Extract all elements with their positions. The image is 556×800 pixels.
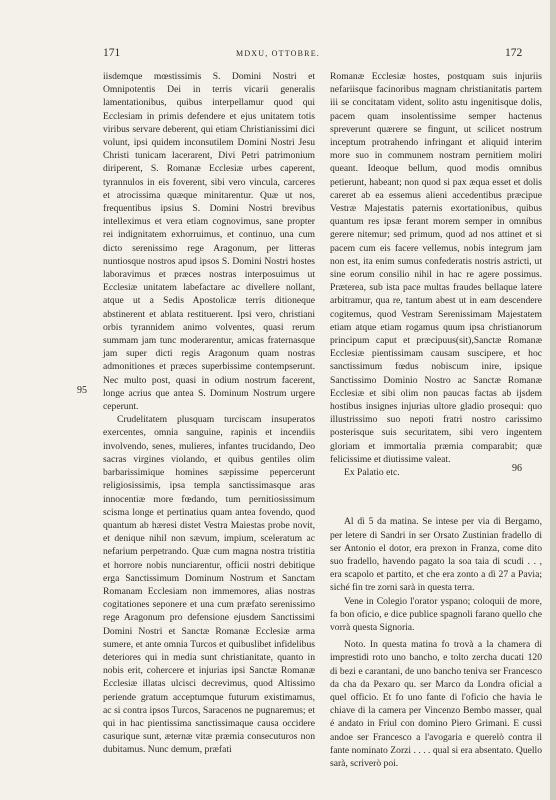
left-paragraph-2: Crudelitatem plusquam turciscam insuperatos exercentes, omnia sanguine, rapinis et incendiis involvendo, senes, mulieres, infantes trucidando, Deo sacras virgines violando, et quibus gentiles olim barbarissimique homines sæpissime pepercerunt religiosissimis, ipsa templa sanctissimasque aras innocentiæ more fœdando, tum pernitiosissimum scisma longe et pertinatius quam antea fovendo, quod quantum ab hæresi distet Vestra Maiestas probe novit, et denique nihil non sævum, impium, sceleratum ac nefarium perpetrando. Quæ cum magna nostra tristitia et horrore nobis nunciarentur, officii nostri debitique erga Sanctissimum Dominum Nostrum et Sanctam Romanam Ecclesiam non immemores, alias nostras cogitationes seponere et una cum præfato serenissimo rege Aragonum pro defensione ejusdem Sanctissimi Domini Nostri et Sanctæ Romanæ Ecclesiæ arma sumere, et ante omnia Turcos et quibuslibet infidelibus deteriores qui in media sunt christianitate, quanto in nobis erit, cohercere et injurias ipsi Sanctæ Romanæ Ecclesiæ illatas ulcisci decrevimus, quod Altissimo periende gratum acceptumque futurum existimamus, ac si contra ipsos Turcos, Saracenos ne pugnaremus; et qui in hac pientissima sanctissimaque causa occidere casurique sunt, æternæ vitæ præmia consecuturos non dubitamus. Nunc demum, præfati (103, 414, 315, 756)
closing-line: Ex Palatio etc. (344, 467, 400, 479)
left-column (103, 70, 315, 757)
right-margin-number: 96 (512, 463, 522, 474)
left-margin-number: 95 (77, 385, 87, 396)
running-title: MDXU, OTTOBRE. (236, 49, 320, 58)
right-paragraph-3: Vene in Colegio l'orator yspano; coloquii de more, fa bon oficio, e dice publice spagnoli farano quello che vorrà questa Signoria. (330, 595, 542, 633)
right-paragraph-2: Al dì 5 da matina. Se intese per via di Bergamo, per letere di Sandri in ser Orsato Zustinian fradello di ser Antonio el dotor, era prexon in Franza, come dito suo fradello, havendo pagato la soa taia di scudi . . , era scapolo et partito, et che era zonto a dì 27 a Pavia; siché fin tre zorni sarà in questa terra. (330, 516, 542, 594)
right-column (330, 70, 542, 770)
right-paragraph-1: Romanæ Ecclesiæ hostes, postquam suis injuriis nefariisque facinoribus magnam christianitatis partem iii se concitatam vident, solito astu ingenitisque dolis, pacem quam insolentissime semper hactenus spreverunt quærere se fingunt, ut scilicet nostrum inceptum protrahendo infringant et aliquid interim more suo in communem nostram pernitiem moliri queant. Ideoque bellum, quod modis omnibus petierunt, habeant; non quod si pax æqua esset et dolis careret ab ea essemus alieni accedentibus præcipue Vestræ Majestatis paternis exortationibus, quibus quantum res ipsæ ferant morem semper in omnibus gerere nitemur; sed primum, quod ad nos attinet et si pacem cum eis facere vellemus, nobis integrum jam non est, ita enim sumus confederatis nostris astricti, ut sine eorum consilio nihil in hac re agere possimus. Præterea, sub ista pace multas fraudes bellaque latere arbitramur, qua re, tantum abest ut in eam descendere cogitemus, quod Vestram Serenissimam Majestatem etiam atque etiam rogamus quum ipsa christianorum principum caput et præcipuus(sit),Sanctæ Romanæ Ecclesiæ pientissimam causam suscipere, et hoc sanctissimum fœdus nobiscum inire, ipsique Sanctissimo Dominio Nostro ac Sanctæ Romanæ Ecclesiæ et sibi olim non paucas factas ab ijsdem hostibus insignes injurias ultore gladio prosequi: quo illustrissimo suo nepoti fratri nostro carissimo posterisque suis securitatem, sibi vero ingentem gloriam et immortalia præmia comparabit; quæ felicissime et diutissime valeat. (330, 71, 542, 465)
section-gap (330, 479, 542, 515)
page-edge (550, 0, 556, 800)
page-header (0, 47, 556, 63)
right-page-number: 172 (505, 47, 523, 59)
left-page-number: 171 (103, 47, 121, 59)
left-paragraph-1: iisdemque mœstissimis S. Domini Nostri et Omnipotentis Dei in terris vicarii generalis lamentationibus, quibus interpellamur quod qui Ecclesiam in primis defendere et ejus unitatem totis viribus servare deberent, qui etiam Christianissimi dici volunt, ipsi quidem inconsutilem Domini Nostri Jesu Christi tunicam lacerarent, Divi Petri patrimonium diriperent, S. Romanæ Ecclesiæ urbes caperent, tyrannulos in eis foverent, sibi vero vincula, carceres et atrocissima quæque minitarentur. Quæ ut nos, frequentibus ipsius S. Domini Nostri brevibus intelleximus et vera etiam cognovimus, sane propter rei indignitatem exhorruimus, et continuo, una cum dicto serenissimo rege Aragonum, per litteras nuntiosque nostros apud ipsos S. Domini Nostri hostes laboravimus et præces nostras interposuimus ut Ecclesiæ unitatem labefactare ac divellere nollant, atque ut a Sedis Apostolicæ terris ditioneque abstinerent et ablata restituerent. Ipsi vero, christiani orbis tyrannidem animo volventes, quasi rerum summam jam tunc moderarentur, amicas fraternasque jam super dicti regis Aragonum quam nostras admonitiones et præces superbissime contempserunt. Nec multo post, quasi in odium nostrum facerent, longe acrius que antea S. Dominum Nostrum urgere ceperunt. (103, 71, 315, 413)
right-paragraph-4: Noto. In questa matina fo trovà a la chamera di imprestidi roto uno bancho, e tolto zercha ducati 120 di bezi e carantani, de uno bancho teniva ser Francesco da cha da Pexaro qu. ser Marco da Londra oficial a quel officio. Et fo uno fante di l'oficio che havia le chiave di la camera per Vincenzo Bembo masser, qual é andato in Friul con domino Piero Grimani. E cussì andoe ser Francesco a l'avogaria e querelò contra il fante nominato Zorzi . . . . qual si era absentato. Quello sarà, scriverò poi. (330, 639, 542, 769)
